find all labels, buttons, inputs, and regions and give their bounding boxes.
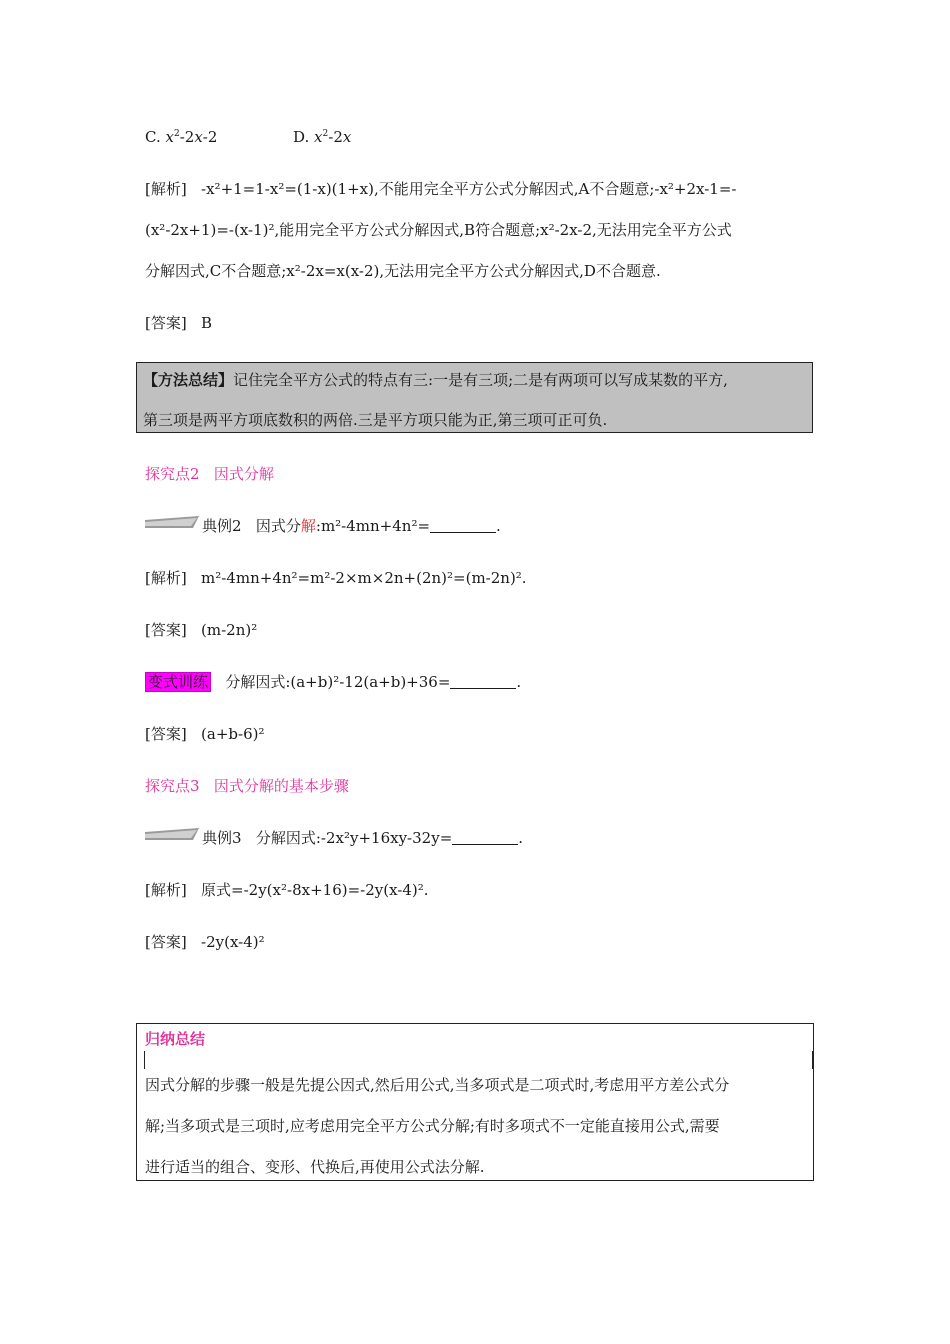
section-2-heading: 探究点2 因式分解 bbox=[145, 465, 274, 483]
summary-divider-right bbox=[812, 1051, 813, 1069]
answer-blank[interactable] bbox=[430, 518, 496, 533]
variant-exercise: 变式训练 分解因式:(a+b)²-12(a+b)+36= . bbox=[145, 672, 521, 692]
analysis-1-line-2: (x²-2x+1)=-(x-1)²,能用完全平方公式分解因式,B符合题意;x²-2x-2,无法用完全平方公式 bbox=[145, 221, 732, 239]
summary-line-3: 进行适当的组合、变形、代换后,再使用公式法分解. bbox=[145, 1158, 485, 1176]
analysis-1-line-3: 分解因式,C不合题意;x²-2x=x(x-2),无法用完全平方公式分解因式,D不合题意. bbox=[145, 262, 661, 280]
summary-title: 归纳总结 bbox=[145, 1030, 206, 1048]
summary-line-1: 因式分解的步骤一般是先提公因式,然后用公式,当多项式是二项式时,考虑用平方差公式分 bbox=[145, 1076, 730, 1094]
section-3-heading: 探究点3 因式分解的基本步骤 bbox=[145, 777, 349, 795]
method-summary-title: 【方法总结】 bbox=[143, 371, 234, 389]
analysis-tag: [解析] bbox=[145, 180, 187, 198]
variant-label: 变式训练 bbox=[145, 672, 211, 692]
method-summary-line-2: 第三项是两平方项底数积的两倍.三是平方项只能为正,第三项可正可负. bbox=[143, 411, 608, 429]
analysis-1-line-1: [解析] -x²+1=1-x²=(1-x)(1+x),不能用完全平方公式分解因式,A不合题意;-x²+2x-1=- bbox=[145, 180, 737, 198]
example-marker-icon bbox=[143, 826, 199, 842]
answer-4: [答案] -2y(x-4)² bbox=[145, 933, 265, 951]
summary-divider-left bbox=[144, 1051, 145, 1069]
example-2: 典例2 因式分解:m²-4mn+4n²= . bbox=[202, 517, 501, 535]
option-c: C. $x^2-2x-2$ bbox=[145, 128, 218, 146]
answer-3: [答案] (a+b-6)² bbox=[145, 725, 265, 743]
answer-1: [答案] B bbox=[145, 314, 213, 332]
answer-blank[interactable] bbox=[452, 830, 518, 845]
example-marker-icon bbox=[143, 514, 199, 530]
analysis-2: [解析] m²-4mn+4n²=m²-2×m×2n+(2n)²=(m-2n)². bbox=[145, 569, 527, 587]
answer-blank[interactable] bbox=[450, 674, 516, 689]
example-3: 典例3 分解因式:-2x²y+16xy-32y= . bbox=[202, 829, 524, 847]
answer-2: [答案] (m-2n)² bbox=[145, 621, 258, 639]
summary-line-2: 解;当多项式是三项时,应考虑用完全平方公式分解;有时多项式不一定能直接用公式,需要 bbox=[145, 1117, 720, 1135]
method-summary-line-1: 【方法总结】记住完全平方公式的特点有三:一是有三项;二是有两项可以写成某数的平方, bbox=[143, 371, 728, 389]
option-d: D. $x^2-2x$ bbox=[293, 128, 352, 146]
analysis-3: [解析] 原式=-2y(x²-8x+16)=-2y(x-4)². bbox=[145, 881, 429, 899]
